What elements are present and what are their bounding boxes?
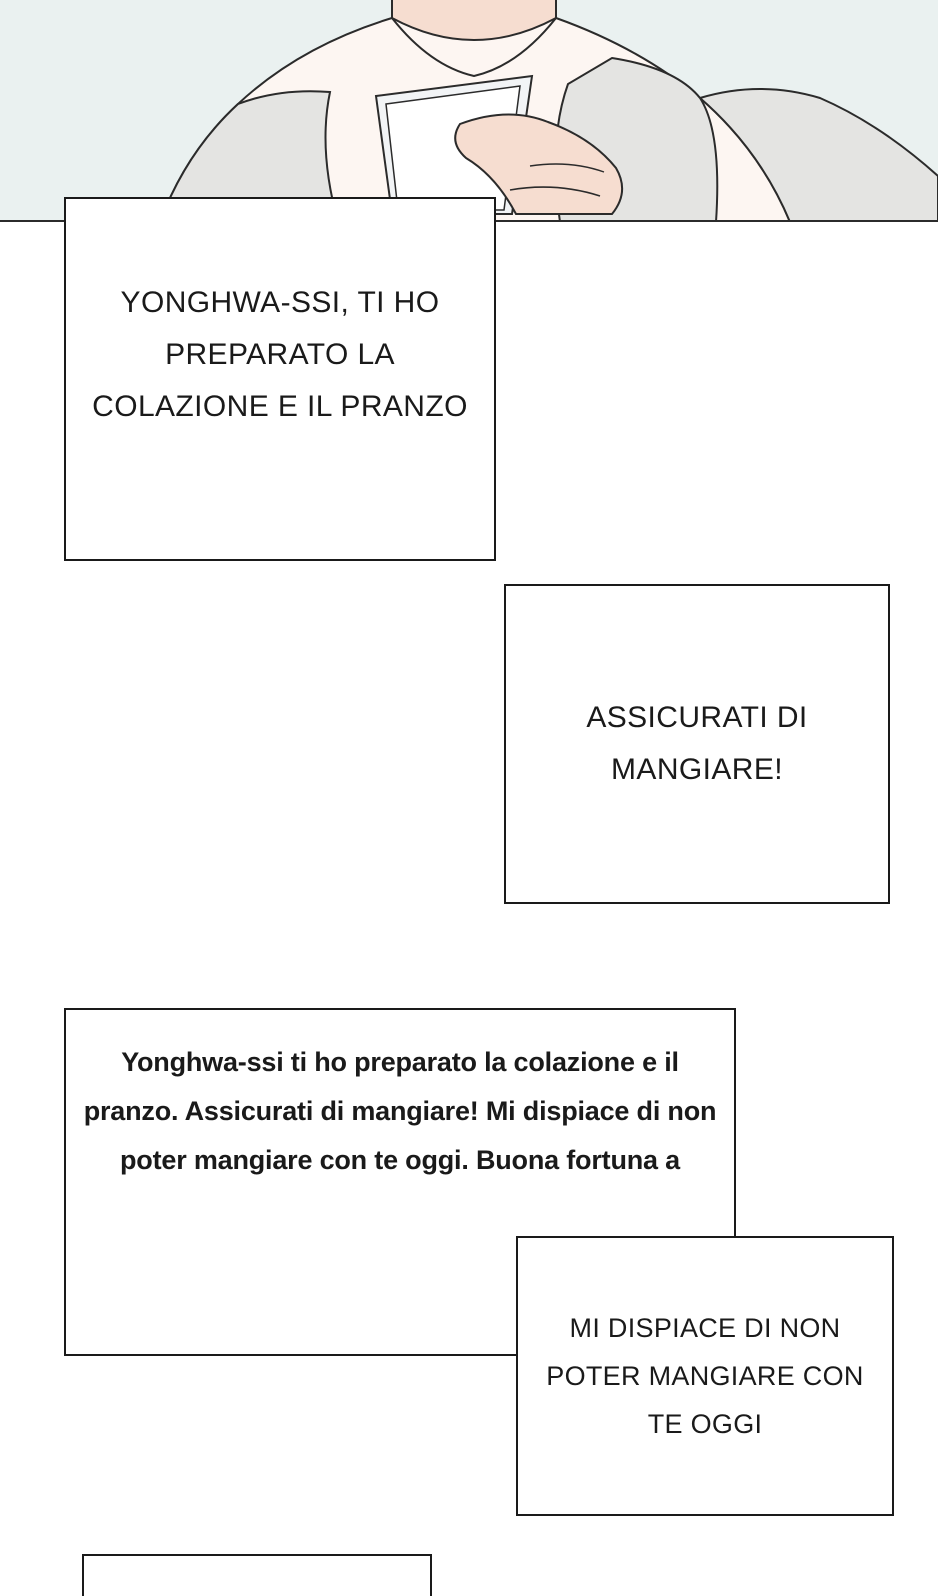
speech-balloon-3-text: Yonghwa-ssi ti ho preparato la colazione e il pranzo. Assicurati di mangiare! Mi dispiace di non poter mangiare con te oggi. Buona fortuna a (83, 1047, 717, 1175)
speech-balloon-5 (82, 1554, 432, 1596)
speech-balloon-2-text: ASSICURATI DI MANGIARE! (586, 701, 808, 786)
speech-balloon-4-text: MI DISPIACE DI NON POTER MANGIARE CON TE OGGI (546, 1313, 864, 1439)
artwork-panel (0, 0, 938, 222)
speech-balloon-2 (504, 584, 890, 904)
speech-balloon-1-text: YONGHWA-SSI, TI HO PREPARATO LA COLAZIONE E IL PRANZO (92, 286, 468, 423)
speech-balloon-1 (64, 197, 496, 561)
character-illustration (0, 0, 938, 222)
speech-balloon-4 (516, 1236, 894, 1516)
